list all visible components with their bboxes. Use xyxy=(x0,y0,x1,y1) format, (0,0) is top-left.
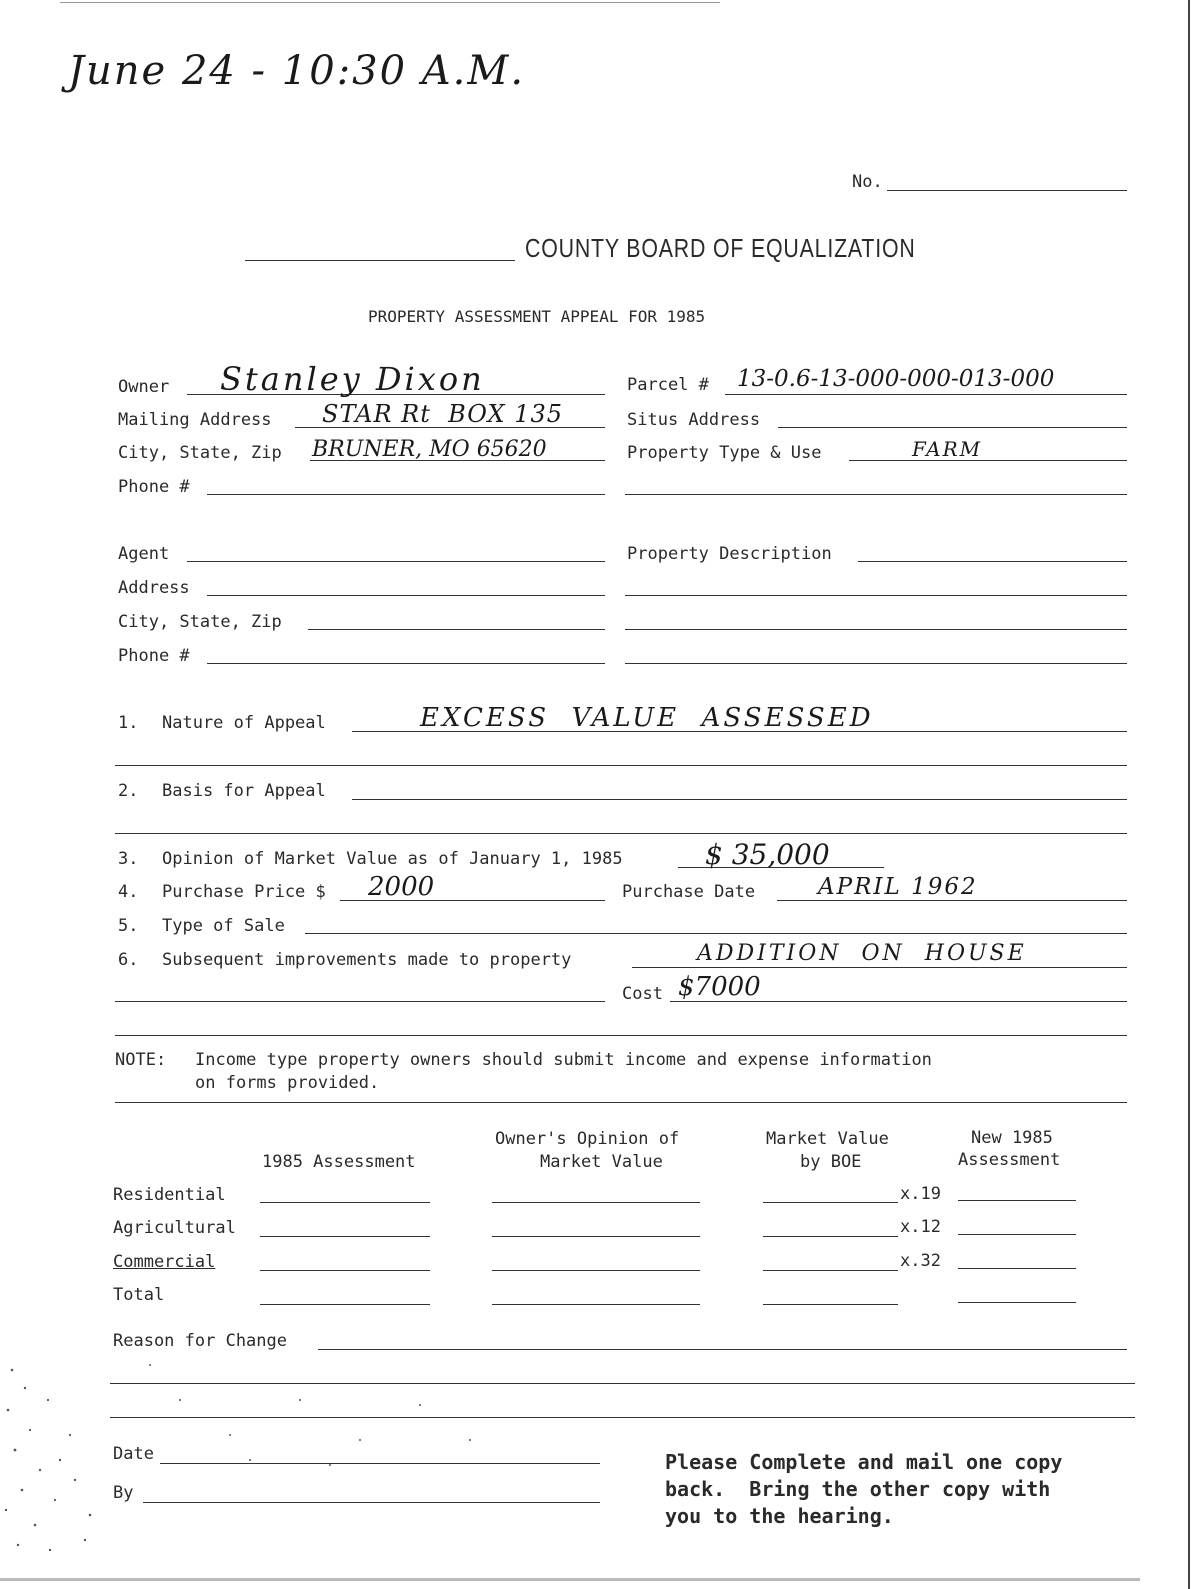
appeal-title: PROPERTY ASSESSMENT APPEAL FOR 1985 xyxy=(368,307,706,326)
description-line-2 xyxy=(625,595,1127,596)
nature-value: EXCESS VALUE ASSESSED xyxy=(420,703,874,733)
col-boe-header-1: Market Value xyxy=(766,1129,889,1149)
by-label: By xyxy=(113,1483,134,1503)
agent-city-label: City, State, Zip xyxy=(118,612,282,632)
row-agricultural-label: Agricultural xyxy=(113,1218,236,1238)
agent-phone-label: Phone # xyxy=(118,646,190,666)
row-commercial-label: Commercial xyxy=(113,1252,216,1272)
improvements-line-3 xyxy=(115,1035,1127,1036)
city-label: City, State, Zip xyxy=(118,443,282,463)
agent-address-label: Address xyxy=(118,578,190,598)
date-label: Date xyxy=(113,1444,154,1464)
basis-line-2 xyxy=(115,833,1127,834)
scan-edge-right xyxy=(1188,0,1190,1589)
description-line-1 xyxy=(858,561,1127,562)
phone-label: Phone # xyxy=(118,477,190,497)
instructions-line-3: you to the hearing. xyxy=(665,1504,894,1528)
agent-address-line xyxy=(207,595,605,596)
row-total-assessment-line xyxy=(260,1304,430,1305)
row-total-boe-line xyxy=(763,1304,898,1305)
row-agricultural-factor: x.12 xyxy=(900,1217,941,1237)
row-agricultural-assessment-line xyxy=(260,1236,430,1237)
item-5-number: 5. xyxy=(118,916,139,936)
parcel-value: 13-0.6-13-000-000-013-000 xyxy=(737,366,1055,392)
cost-value: $7000 xyxy=(678,972,761,1002)
note-divider xyxy=(115,1102,1127,1103)
description-label: Property Description xyxy=(627,544,832,564)
row-residential-boe-line xyxy=(763,1202,898,1203)
item-1-number: 1. xyxy=(118,713,139,733)
purchase-date-line xyxy=(777,900,1127,901)
instructions-line-2: back. Bring the other copy with xyxy=(665,1477,1051,1501)
col-new-header-2: Assessment xyxy=(958,1150,1061,1170)
nature-line-2 xyxy=(115,765,1127,766)
note-label: NOTE: xyxy=(115,1050,167,1070)
parcel-extra-line xyxy=(625,494,1127,495)
opinion-label: Opinion of Market Value as of January 1, 1985 xyxy=(162,849,623,869)
parcel-label: Parcel # xyxy=(627,375,709,395)
nature-label: Nature of Appeal xyxy=(162,713,326,733)
row-agricultural-new-line xyxy=(958,1234,1076,1235)
description-line-4 xyxy=(625,663,1127,664)
row-commercial-new-line xyxy=(958,1268,1076,1269)
row-agricultural-owner-line xyxy=(492,1236,700,1237)
price-label: Purchase Price $ xyxy=(162,882,326,902)
sale-label: Type of Sale xyxy=(162,916,285,936)
improvements-label: Subsequent improvements made to property xyxy=(162,950,572,970)
item-2-number: 2. xyxy=(118,781,139,801)
no-label: No. xyxy=(852,172,883,192)
mailing-value: STAR Rt BOX 135 xyxy=(322,400,563,428)
type-label: Property Type & Use xyxy=(627,443,822,463)
city-value: BRUNER, MO 65620 xyxy=(312,437,547,462)
basis-label: Basis for Appeal xyxy=(162,781,326,801)
row-residential-label: Residential xyxy=(113,1185,226,1205)
item-6-number: 6. xyxy=(118,950,139,970)
col-assessment-header: 1985 Assessment xyxy=(262,1152,416,1172)
note-line-2: on forms provided. xyxy=(195,1073,380,1093)
scan-noise xyxy=(0,1340,640,1589)
situs-line xyxy=(778,427,1127,428)
improvements-line-2 xyxy=(115,1001,605,1002)
row-residential-factor: x.19 xyxy=(900,1184,941,1204)
col-new-header-1: New 1985 xyxy=(971,1128,1053,1148)
row-commercial-assessment-line xyxy=(260,1270,430,1271)
item-4-number: 4. xyxy=(118,882,139,902)
description-line-3 xyxy=(625,629,1127,630)
improvements-value: ADDITION ON HOUSE xyxy=(697,941,1027,966)
mailing-label: Mailing Address xyxy=(118,410,272,430)
scan-edge-top xyxy=(60,2,720,3)
no-line xyxy=(887,190,1127,191)
row-residential-owner-line xyxy=(492,1202,700,1203)
phone-line xyxy=(207,494,605,495)
row-agricultural-boe-line xyxy=(763,1236,898,1237)
price-value: 2000 xyxy=(368,872,435,902)
opinion-value: $ 35,000 xyxy=(705,838,830,871)
sale-line xyxy=(305,933,1127,934)
row-residential-new-line xyxy=(958,1200,1076,1201)
item-3-number: 3. xyxy=(118,849,139,869)
basis-line xyxy=(352,799,1127,800)
purchase-date-value: APRIL 1962 xyxy=(818,874,978,900)
agent-label: Agent xyxy=(118,544,170,564)
type-value: FARM xyxy=(912,437,983,461)
purchase-date-label: Purchase Date xyxy=(622,882,756,902)
agent-city-line xyxy=(308,629,605,630)
row-commercial-owner-line xyxy=(492,1270,700,1271)
col-owner-header-2: Market Value xyxy=(540,1152,663,1172)
row-residential-assessment-line xyxy=(260,1202,430,1203)
agent-line xyxy=(187,561,605,562)
cost-label: Cost xyxy=(622,984,663,1004)
row-commercial-boe-line xyxy=(763,1270,898,1271)
handwritten-appointment: June 24 - 10:30 A.M. xyxy=(68,48,526,94)
reason-label: Reason for Change xyxy=(113,1331,287,1351)
row-commercial-factor: x.32 xyxy=(900,1251,941,1271)
scan-bottom-border xyxy=(0,1578,1140,1581)
county-name-line xyxy=(245,260,515,261)
row-total-owner-line xyxy=(492,1304,700,1305)
parcel-line xyxy=(725,394,1127,395)
improvements-line xyxy=(632,967,1127,968)
owner-label: Owner xyxy=(118,377,170,397)
note-line-1: Income type property owners should submit income and expense information xyxy=(195,1050,932,1070)
row-total-label: Total xyxy=(113,1285,165,1305)
owner-value: Stanley Dixon xyxy=(220,360,485,398)
row-total-new-line xyxy=(958,1302,1076,1303)
col-owner-header-1: Owner's Opinion of xyxy=(495,1129,680,1149)
situs-label: Situs Address xyxy=(627,410,761,430)
type-line xyxy=(849,460,1127,461)
agent-phone-line xyxy=(207,663,605,664)
board-title: COUNTY BOARD OF EQUALIZATION xyxy=(525,233,916,263)
instructions-line-1: Please Complete and mail one copy xyxy=(665,1450,1063,1474)
col-boe-header-2: by BOE xyxy=(800,1152,862,1172)
